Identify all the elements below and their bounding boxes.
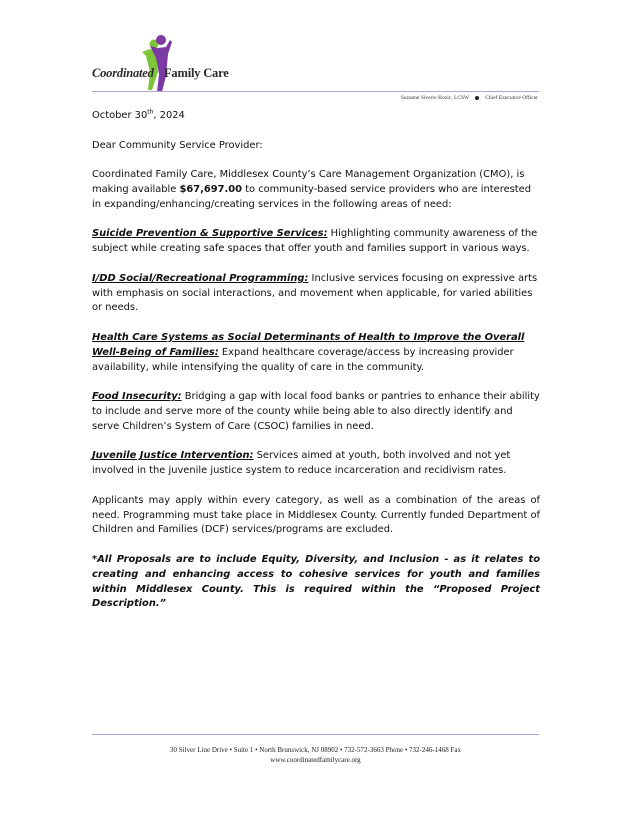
area-idd-programming: I/DD Social/Recreational Programming: Inclusive services focusing on expressive arts with emphasis on social interactions, and movement when applicable, for varied abilities or needs. [92, 272, 538, 314]
executive-title: Chief Executive Officer [485, 95, 538, 101]
intro-paragraph: Coordinated Family Care, Middlesex County’s Care Management Organization (CMO), is making available $67,697.00 to community-based service providers who are interested in expanding/enhancing/creating services in the following areas of need: [92, 169, 532, 210]
area-heading: Juvenile Justice Intervention [92, 450, 250, 462]
area-juvenile-justice: Juvenile Justice Intervention: Services aimed at youth, both involved and not yet involved in the juvenile justice system to reduce incarceration and recidivism rates. [92, 450, 511, 477]
logo-text-family-care: Family Care [164, 66, 229, 80]
letter-date: October 30th, 2024 [92, 108, 185, 121]
proposal-note: *All Proposals are to include Equity, Diversity, and Inclusion - as it relates to creating and enhancing access to cohesive services for youth and families within Middlesex County. This is required within the “Proposed Project Description.” [92, 553, 540, 610]
area-heading: Health Care Systems as Social Determinants of Health to Improve the Overall Well-Being of Families [92, 331, 525, 358]
area-heading: Suicide Prevention & Supportive Services [92, 228, 324, 240]
funding-amount: $67,697.00 [179, 183, 242, 195]
area-health-care-systems: Health Care Systems as Social Determinants of Health to Improve the Overall Well-Being of Families: Expand healthcare coverage/access by increasing provider availability, while intensifying the quality of care in the community. [92, 331, 525, 373]
footer-divider [92, 734, 539, 735]
applicants-paragraph: Applicants may apply within every category, as well as a combination of the areas of need. Programming must take place in Middlesex County. Currently funded Department of Children and Families (DCF) services/programs are excluded. [92, 494, 540, 536]
logo-text-coordinated: Coordinated [92, 66, 154, 80]
area-suicide-prevention: Suicide Prevention & Supportive Services: Highlighting community awareness of the subject while creating safe spaces that offer youth and families support in various ways. [92, 228, 538, 255]
salutation: Dear Community Service Provider: [92, 139, 263, 151]
coordinated-family-care-logo [92, 32, 222, 92]
logo-green-figure [142, 40, 159, 91]
letter-body [92, 109, 540, 627]
footer-address: 30 Silver Line Drive • Suite 1 • North Brunswick, NJ 08902 • 732-572-3663 Phone • 732-246-1468 Fax [170, 746, 461, 754]
executive-line [401, 95, 538, 101]
area-food-insecurity: Food Insecurity: Bridging a gap with local food banks or pantries to enhance their ability to include and serve more of the county while being able to also directly identify and serve Children’s System of Care (CSOC) families in need. [92, 391, 540, 432]
bullet-icon [475, 96, 479, 100]
executive-name: Suzanne Siverio Kozic, LCSW [400, 95, 470, 101]
area-heading: Food Insecurity [92, 391, 178, 403]
area-heading: I/DD Social/Recreational Programming [92, 272, 305, 284]
footer [92, 745, 539, 765]
header-divider [92, 91, 539, 92]
footer-website: www.coordinatedfamilycare.org [270, 756, 361, 764]
